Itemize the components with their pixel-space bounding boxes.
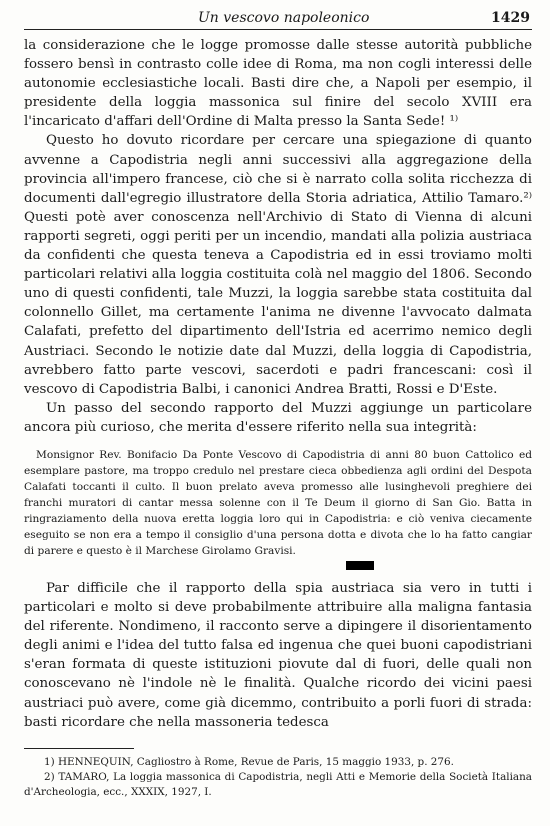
redaction-mark-row — [24, 569, 532, 579]
paragraph-muzzi-report: Un passo del secondo rapporto del Muzzi aggiunge un particolare ancora più curioso, che merita d'essere riferito nella sua integrità: — [24, 400, 532, 435]
quote-text: Monsignor Rev. Bonifacio Da Ponte Vescovo di Capodistria di anni 80 buon Cattolico ed esemplare pastore, ma troppo credulo nel prestare cieca obbedienza agli ordini del Despota Calafati toccanti il culto. Il buon prelato aveva promesso alle lusinghevoli preghiere dei franchi muratori di cantar messa solenne con il Te Deum il giorno di San Gio. Batta in ringraziamento della nuova eretta loggia loro qui in Capodistria: e ciò veniva ciecamente eseguito se non era a tempo il consiglio d'una persona dotta e divota che lo ha fatto cangiar di parere e questo è il Marchese Girolamo Gravisi. — [24, 448, 532, 557]
running-header — [24, 10, 532, 28]
book-page — [24, 10, 532, 800]
main-text — [24, 36, 532, 437]
footnote-2: 2) TAMARO, La loggia massonica di Capodistria, negli Atti e Memorie della Società Italiana d'Archeologia, ecc., XXXIX, 1927, I. — [24, 770, 532, 798]
running-title: Un vescovo napoleonico — [198, 10, 370, 26]
page-number: 1429 — [491, 10, 530, 26]
block-quote — [24, 447, 532, 559]
paragraph-spy-report: Par difficile che il rapporto della spia austriaca sia vero in tutti i particolari e molto si deve probabilmente attribuire alla maligna fantasia del riferente. Nondimeno, il racconto serve a dipingere il disorientamento degli animi e l'idea del tutto falsa ed ingenua che quei buoni capodistriani s'eran formata di queste istituzioni piovute dal di fuori, delle quali non conoscevano nè l'indole nè le finalità. Qualche ricordo dei vicini paesi austriaci può avere, come già dicemmo, contribuito a porli fuori di strada: basti ricordare che nella massoneria tedesca — [24, 580, 532, 730]
paragraph-capodistria: Questo ho dovuto ricordare per cercare una spiegazione di quanto avvenne a Capodistria negli anni successivi alla aggregazione della provincia all'impero francese, ciò che si è narrato colla solita ricchezza di documenti dall'egregio illustratore della Storia adriatica, Attilio Tamaro.²⁾ Questi potè aver conoscenza nell'Archivio di Stato di Vienna di alcuni rapporti segreti, oggi periti per un incendio, mandati alla polizia austriaca da confidenti che questa teneva a Capodistria ed in essi troviamo molti particolari relativi alla loggia costituita colà nel maggio del 1806. Secondo uno di questi confidenti, tale Muzzi, la loggia sarebbe stata costituita dal colonnello Gillet, ma certamente l'anima ne divenne l'avvocato dalmata Calafati, prefetto del dipartimento dell'Istria ed acerrimo nemico degli Austriaci. Secondo le notizie date dal Muzzi, della loggia di Capodistria, avrebbero fatto parte vescovi, sacerdoti e padri francescani: così il vescovo di Capodistria Balbi, i canonici Andrea Bratti, Rossi e D'Este. — [24, 133, 532, 397]
redaction-mark — [346, 561, 374, 570]
footnotes — [24, 755, 532, 800]
footnote-1: 1) HENNEQUIN, Cagliostro à Rome, Revue de Paris, 15 maggio 1933, p. 276. — [44, 755, 454, 768]
footnote-rule — [24, 748, 134, 749]
paragraph-continuation: la considerazione che le logge promosse dalle stesse autorità pubbliche fossero bensì in contrasto colle idee di Roma, ma non cogli interessi delle autonomie ecclesiastiche locali. Basti dire che, a Napoli per esempio, il presidente della loggia massonica sul finire del secolo XVIII era l'incaricato d'affari dell'Ordine di Malta presso la Santa Sede! ¹⁾ — [24, 38, 532, 130]
header-rule — [24, 29, 532, 30]
main-text-continued — [24, 579, 532, 732]
